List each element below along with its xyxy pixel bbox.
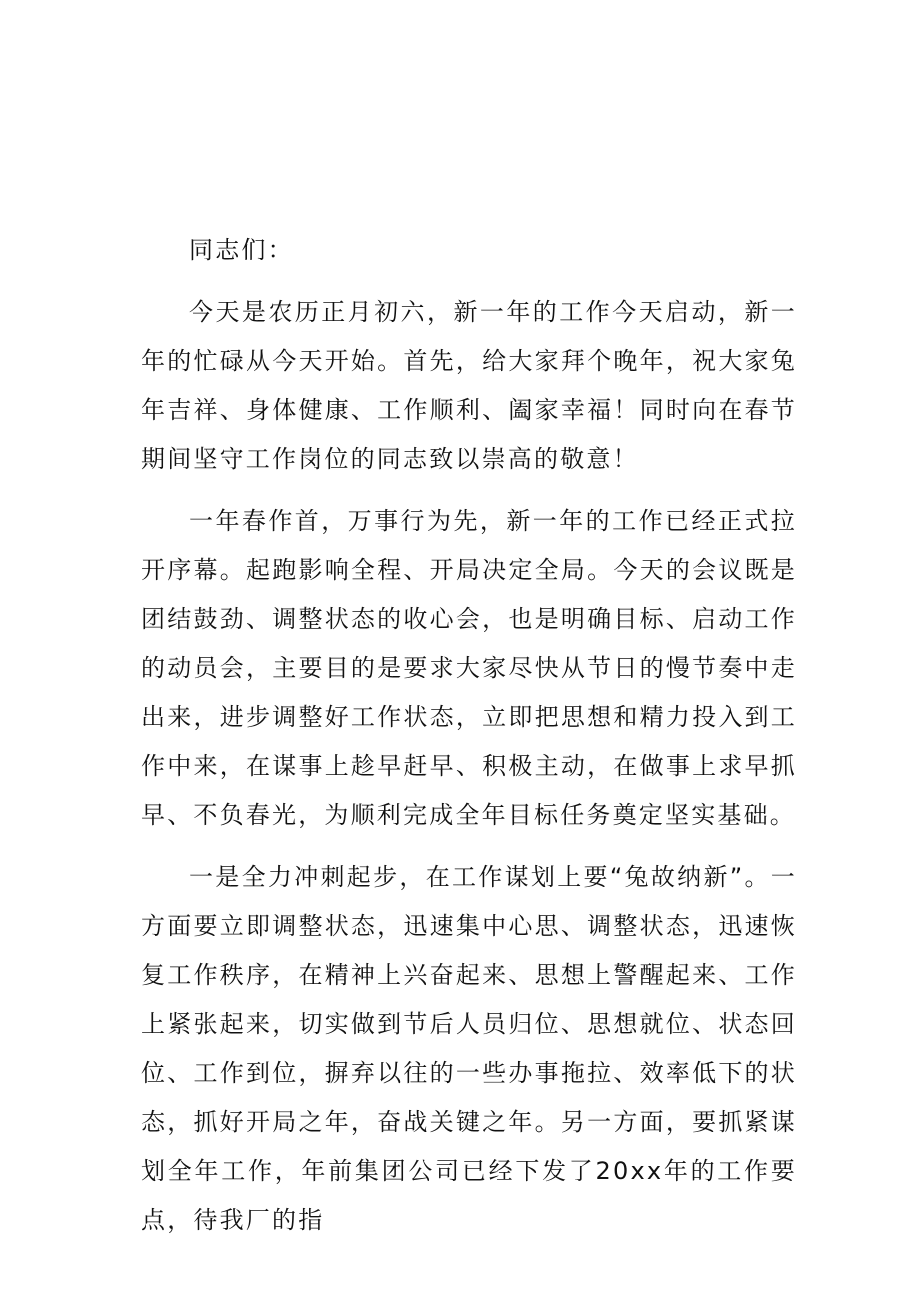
paragraph-1: 今天是农历正月初六，新一年的工作今天启动，新一年的忙碌从今天开始。首先，给大家拜个晚年，祝大家兔年吉祥、身体健康、工作顺利、阖家幸福！同时向在春节期间坚守工作岗位的同志致以崇高的敬意！: [141, 298, 797, 473]
paragraph-3: 一是全力冲刺起步，在工作谋划上要“兔故纳新”。一方面要立即调整状态，迅速集中心思、调整状态，迅速恢复工作秩序，在精神上兴奋起来、思想上警醒起来、工作上紧张起来，切实做到节后人员归位、思想就位、状态回位、工作到位，摒弃以往的一些办事拖拉、效率低下的状态，抓好开局之年，奋战关键之年。另一方面，要抓紧谋划全年工作，年前集团公司已经下发了20xx年的工作要点，待我厂的指: [141, 863, 797, 1234]
paragraph-2: 一年春作首，万事行为先，新一年的工作已经正式拉开序幕。起跑影响全程、开局决定全局。今天的会议既是团结鼓劲、调整状态的收心会，也是明确目标、启动工作的动员会，主要目的是要求大家尽快从节日的慢节奏中走出来，进步调整好工作状态，立即把思想和精力投入到工作中来，在谋事上趁早赶早、积极主动，在做事上求早抓早、不负春光，为顺利完成全年目标任务奠定坚实基础。: [141, 507, 797, 829]
document-body: [141, 226, 797, 1258]
salutation: 同志们：: [189, 236, 294, 264]
